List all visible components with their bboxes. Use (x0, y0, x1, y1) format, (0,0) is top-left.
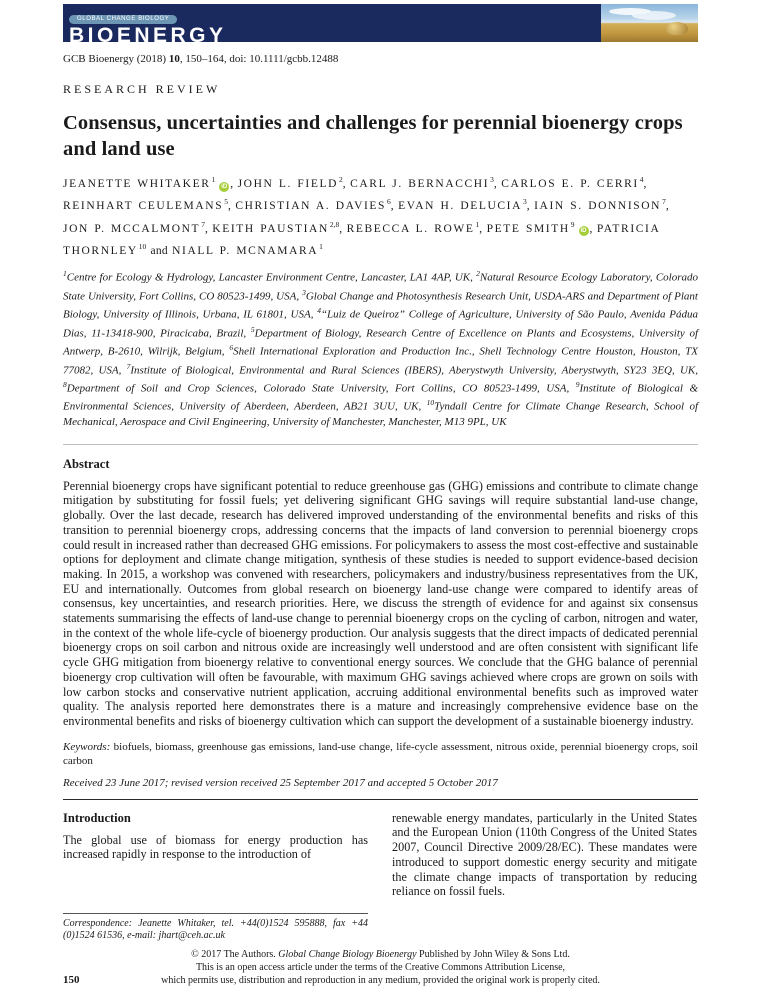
author-name: REINHART CEULEMANS (63, 200, 224, 213)
keywords-label: Keywords: (63, 740, 111, 753)
banner-text-block (63, 4, 227, 42)
author-separator: , (479, 222, 487, 235)
introduction-heading: Introduction (63, 810, 131, 825)
affiliation-sup: 6 (229, 343, 234, 353)
hay-bale-shape (666, 22, 688, 35)
citation-pages-doi: , 150–164, doi: 10.1111/gcbb.12488 (179, 53, 339, 65)
article-type-label: RESEARCH REVIEW (63, 82, 221, 96)
author-name: JEANETTE WHITAKER (63, 177, 211, 190)
author-name: REBECCA L. ROWE (346, 222, 475, 235)
affiliation-sup: 8 (63, 380, 67, 390)
affiliation-sup: 3 (302, 287, 306, 297)
citation-journal: GCB Bioenergy (2018) (63, 53, 169, 65)
received-dates-line: Received 23 June 2017; revised version received 25 September 2017 and accepted 5 October 2017 (63, 776, 498, 789)
abstract-divider (63, 444, 698, 445)
page-number: 150 (63, 974, 80, 986)
author-name: CHRISTIAN A. DAVIES (235, 200, 387, 213)
journal-banner (63, 4, 698, 42)
authors-line (63, 171, 698, 260)
author-separator: , (665, 200, 669, 213)
author-separator: , (526, 200, 535, 213)
author-name: EVAN H. DELUCIA (398, 200, 522, 213)
author-affiliation-sup: 1 (319, 241, 323, 251)
two-column-body (63, 811, 698, 943)
column-spacer (63, 862, 368, 913)
author-affiliation-sup: 7 (201, 219, 205, 229)
author-separator: , (227, 200, 236, 213)
author-affiliation-sup: 2 (339, 175, 343, 184)
copyright-prefix: © 2017 The Authors. (191, 949, 279, 960)
affiliation-sup: 2 (476, 269, 480, 279)
orcid-icon[interactable]: iD (580, 228, 587, 235)
license-line-2: which permits use, distribution and reproduction in any medium, provided the original work is properly cited. (161, 975, 600, 986)
author-separator: , (339, 222, 347, 235)
author-name: PETE SMITH (486, 222, 570, 235)
left-column (63, 811, 368, 943)
author-separator: , (390, 200, 399, 213)
author-name: JOHN L. FIELD (237, 177, 339, 190)
right-column (392, 811, 697, 943)
correspondence-note (63, 913, 368, 943)
author-name: CARL J. BERNACCHI (350, 177, 490, 190)
author-name: IAIN S. DONNISON (534, 200, 662, 213)
citation-line (63, 53, 698, 66)
introduction-paragraph-left: The global use of biomass for energy production has increased rapidly in response to the introduction of (63, 832, 368, 862)
author-name: CARLOS E. P. CERRI (501, 177, 639, 190)
author-separator: , (342, 177, 351, 190)
keywords-line (63, 740, 698, 768)
author-affiliation-sup: 10 (138, 241, 147, 251)
copyright-suffix: Published by John Wiley & Sons Ltd. (416, 949, 570, 960)
author-separator: , (643, 177, 647, 190)
author-affiliation-sup: 7 (662, 197, 666, 207)
abstract-text: Perennial bioenergy crops have significant potential to reduce greenhouse gas (GHG) emissions and contribute to climate change mitigation by substituting for fossil fuels; yet delivering significant GHG savings will require substantial land-use change, globally. Over the last decade, research has delivered improved understanding of the environmental benefits and risks of this transition to perennial bioenergy crops, addressing concerns that the impacts of land conversion to perennial bioenergy crops could result in increased rather than decreased GHG emissions. For policymakers to assess the most cost-effective and sustainable options for deployment and climate change mitigation, synthesis of these studies is needed to support evidence-based decision making. In 2015, a workshop was convened with researchers, policymakers and industry/business representatives from the UK, EU and internationally. Outcomes from global research on bioenergy land-use change were compared to identify areas of consensus, key uncertainties, and research priorities. Here, we discuss the strength of evidence for and against six consensus statements summarising the effects of land-use change to perennial bioenergy crops on the cycling of carbon, nitrogen and water, in the context of the whole life-cycle of bioenergy production. Our analysis suggests that the direct impacts of dedicated perennial bioenergy crops on soil carbon and nitrous oxide are increasingly well understood and are often consistent with significant life cycle GHG mitigation from bioenergy relative to conventional energy sources. We conclude that the GHG balance of perennial bioenergy crop cultivation will often be favourable, with maximum GHG savings achieved where crops are grown on soils with low carbon stocks and conservative nutrient application, accruing additional environmental benefits such as improved water quality. The analysis reported here demonstrates there is a mature and increasingly comprehensive evidence base on the environmental benefits and risks of bioenergy cultivation which can support the development of a sustainable bioenergy industry. (63, 478, 698, 728)
banner-field-photo (601, 4, 698, 42)
author-affiliation-sup: 1 (211, 175, 216, 184)
author-affiliation-sup: 5 (224, 197, 228, 207)
author-name: PATRICIA THORNLEY (63, 222, 660, 257)
abstract-heading: Abstract (63, 456, 110, 471)
copyright-journal-name: Global Change Biology Bioenergy (278, 949, 417, 960)
article-title: Consensus, uncertainties and challenges for perennial bioenergy crops and land use (63, 112, 683, 160)
affiliations: $^1$Centre for Ecology & Hydrology, Lancaster Environment Centre, Lancaster, LA1 4AP, UK, $^2$Natural Resource Ecology Laboratory, Colorado State University, Fort Collins, CO 80523-1499, USA, $^3$Global Change and Photosynthesis Research Unit, USDA-ARS and Department of Plant Biology, University of Illinois, Urbana, IL 61801, USA, $^4$“Luiz de Queiroz” College of Agriculture, University of São Paulo, Avenida Pádua Dias, 11-13418-900, Piracicaba, Brazil, $^5$Department of Biology, Research Centre of Excellence on Plants and Ecosystems, University of Antwerp, B-2610, Wilrijk, Belgium, $^6$Shell International Exploration and Production Inc., Shell Technology Centre Houston, Houston, TX 77082, USA, $^7$Institute of Biological, Environmental and Rural Sciences (IBERS), Aberystwyth University, Aberystwyth, SY23 3EQ, UK, $^8$Department of Soil and Crop Sciences, Colorado State University, Fort Collins, CO 80523-1499, USA, $^9$Institute of Biological & Environmental Sciences, University of Aberdeen, Aberdeen, AB21 3UU, UK, $^{10}$Tyndall Centre for Climate Change Research, School of Mechanical, Aerospace and Civil Engineering, University of Manchester, Manchester, M13 9PL, UK (63, 269, 699, 428)
author-separator: , (204, 222, 213, 235)
correspondence-text: Jeanette Whitaker, tel. +44(0)1524 595888, fax +44 (0)1524 61536, e-mail: (63, 917, 368, 942)
author-separator: and (146, 244, 173, 257)
journal-title: BIOENERGY (69, 24, 227, 42)
author-name: KEITH PAUSTIAN (212, 222, 329, 235)
affiliation-sup: 9 (575, 380, 580, 390)
copyright-line (63, 948, 698, 961)
affiliation-sup: 1 (63, 269, 67, 279)
author-affiliation-sup: 2,8 (329, 219, 340, 229)
journal-series-badge: GLOBAL CHANGE BIOLOGY (69, 15, 177, 24)
introduction-paragraph-right: renewable energy mandates, particularly in the United States and the European Union (110th Congress of the United States 2007, Council Directive 2009/28/EC). These mandates were introduced to support domestic energy security and mitigate the climate change impacts of transportation by reducing reliance on fossil fuels. (392, 810, 697, 899)
affiliation-sup: 7 (126, 361, 131, 371)
correspondence-label: Correspondence: (63, 917, 133, 929)
author-separator: , (493, 177, 502, 190)
correspondence-email[interactable]: jhart@ceh.ac.uk (158, 930, 225, 942)
author-name: JON P. MCCALMONT (63, 222, 201, 235)
author-affiliation-sup: 3 (490, 175, 494, 184)
author-separator: , (589, 222, 597, 235)
citation-volume: 10 (168, 53, 180, 65)
author-separator: , (230, 177, 238, 190)
cloud-shape (609, 8, 651, 15)
section-divider (63, 799, 698, 800)
orcid-icon[interactable]: iD (221, 183, 228, 190)
affiliation-sup: 5 (250, 324, 255, 334)
author-name: NIALL P. MCNAMARA (172, 244, 319, 257)
author-affiliation-sup: 4 (639, 175, 644, 184)
author-affiliation-sup: 9 (570, 219, 575, 229)
license-line-1: This is an open access article under the terms of the Creative Commons Attribution License, (195, 962, 566, 973)
author-affiliation-sup: 3 (523, 197, 527, 207)
affiliation-sup: 4 (317, 306, 321, 316)
author-affiliation-sup: 1 (475, 219, 480, 229)
author-affiliation-sup: 6 (387, 197, 391, 207)
affiliation-sup: 10 (426, 398, 435, 408)
page-footer (63, 948, 698, 987)
keywords-text: biofuels, biomass, greenhouse gas emissions, land-use change, life-cycle assessment, nitrous oxide, perennial bioenergy crops, soil carbon (63, 740, 698, 767)
